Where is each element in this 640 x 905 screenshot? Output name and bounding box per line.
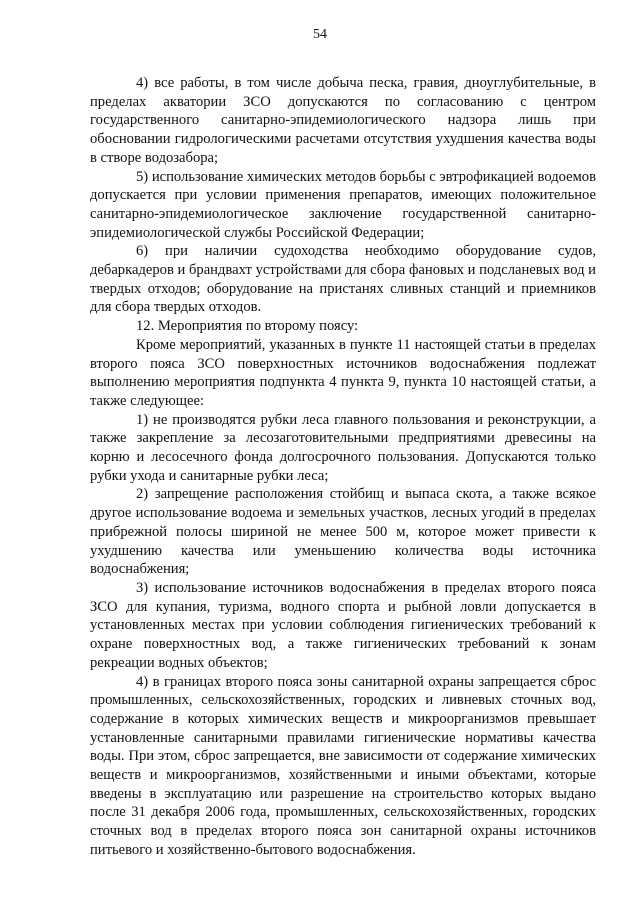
- document-body: [90, 74, 596, 860]
- paragraph-item-4-discharge: 4) в границах второго пояса зоны санитарной охраны запрещается сброс промышленных, сельскохозяйственных, городских и ливневых сточных вод, содержание в которых химических веществ и микроорганизмов превышает установленные санитарными правилами гигиенические нормативы качества воды. При этом, сброс запрещается, вне зависимости от содержание химических веществ и микроорганизмов, хозяйственными и иными объектами, которые введены в эксплуатацию или разрешение на строительство которых выдано после 31 декабря 2006 года, промышленных, сельскохозяйственных, городских сточных вод в пределах второго пояса зон санитарной охраны источников питьевого и хозяйственно-бытового водоснабжения.: [90, 673, 596, 858]
- section-heading-12: 12. Мероприятия по второму поясу:: [136, 318, 359, 335]
- page-number: 54: [313, 27, 327, 42]
- paragraph-item-6-shipping: 6) при наличии судоходства необходимо оборудование судов, дебаркадеров и брандвахт устройствами для сбора фановых и подсланевых вод и твердых отходов; оборудование на пристанях сливных станций и приемников для сбора твердых отходов.: [90, 243, 596, 316]
- paragraph-item-5-chemicals: 5) использование химических методов борьбы с эвтрофикацией водоемов допускается при условии применения препаратов, имеющих положительное санитарно-эпидемиологическое заключение государственной санитарно-эпидемиологической службы Российской Федерации;: [90, 168, 596, 241]
- paragraph-item-2-grazing: 2) запрещение расположения стойбищ и выпаса скота, а также всякое другое использование водоема и земельных участков, лесных угодий в пределах прибрежной полосы шириной не менее 500 м, которое может привести к ухудшению качества или уменьшению количества воды источника водоснабжения;: [90, 486, 596, 578]
- paragraph-item-4-works: 4) все работы, в том числе добыча песка, гравия, дноуглубительные, в пределах акватории ЗСО допускаются по согласованию с центром государственного санитарно-эпидемиологического надзора лишь при обосновании гидрологическими расчетами отсутствия ухудшения качества воды в створе водозабора;: [90, 75, 596, 166]
- paragraph-intro-second-zone: Кроме мероприятий, указанных в пункте 11 настоящей статьи в пределах второго пояса ЗСО поверхностных источников водоснабжения подлежат выполнению мероприятия подпункта 4 пункта 9, пункта 10 настоящей статьи, а также следующее:: [90, 336, 596, 409]
- paragraph-item-3-recreation: 3) использование источников водоснабжения в пределах второго пояса ЗСО для купания, туризма, водного спорта и рыбной ловли допускается в установленных местах при условии соблюдения гигиенических требований к охране поверхностных вод, а также гигиенических требований к зонам рекреации водных объектов;: [90, 579, 596, 671]
- paragraph-item-1-logging: 1) не производятся рубки леса главного пользования и реконструкции, а также закрепление за лесозаготовительными предприятиями древесины на корню и лесосечного фонда долгосрочного пользования. Допускаются только рубки ухода и санитарные рубки леса;: [90, 411, 596, 484]
